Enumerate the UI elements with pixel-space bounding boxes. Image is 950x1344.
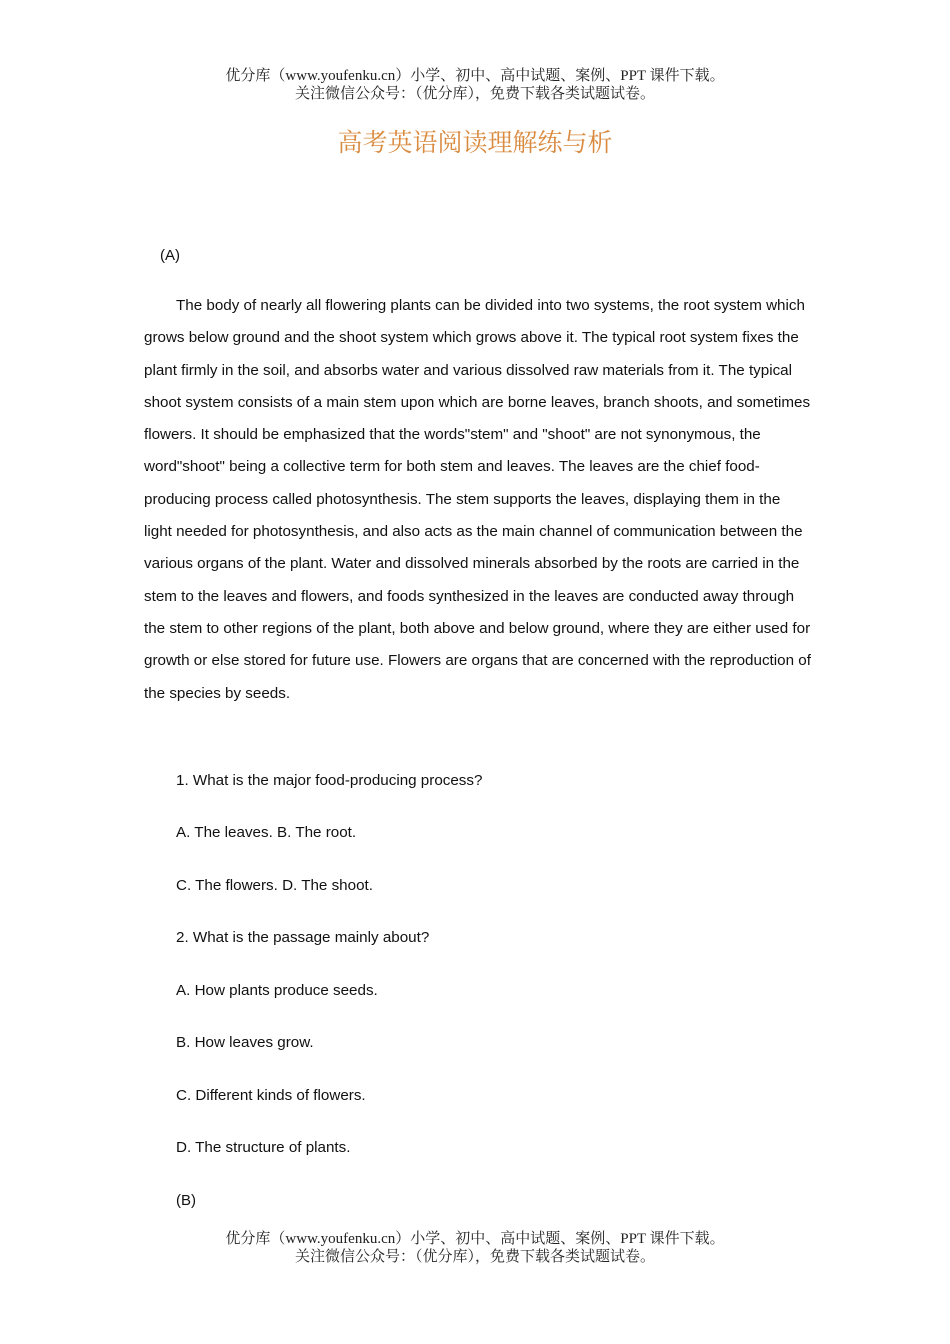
- footer-line-2: 关注微信公众号：（优分库），免费下载各类试题试卷。: [294, 1249, 655, 1265]
- document-title: 高考英语阅读理解练与析: [337, 130, 613, 157]
- passage-a-text: The body of nearly all flowering plants can be divided into two systems, the root system which grows below ground and the shoot system which grows above it. The typical root system fixes the plant firmly in the soil, and absorbs water and various dissolved raw materials from it. The typical shoot system consists of a main stem upon which are borne leaves, branch shoots, and sometimes flowers. It should be emphasized that the words"stem" and "shoot" are not synonymous, the word"shoot" being a collective term for both stem and leaves. The leaves are the chief food-producing process called photosynthesis. The stem supports the leaves, displaying them in the light needed for photosynthesis, and also acts as the main channel of communication between the various organs of the plant. Water and dissolved minerals absorbed by the roots are carried in the stem to the leaves and flowers, and foods synthesized in the leaves are conducted away through the stem to other regions of the plant, both above and below ground, where they are either used for growth or else stored for future use. Flowers are organs that are concerned with the reproduction of the species by seeds.: [144, 297, 811, 702]
- question-2-option-b: B. How leaves grow.: [176, 1034, 314, 1051]
- question-1-option-line-2: C. The flowers. D. The shoot.: [176, 877, 373, 894]
- question-2-option-c: C. Different kinds of flowers.: [176, 1087, 366, 1104]
- question-2-option-d: D. The structure of plants.: [176, 1139, 351, 1156]
- page-footer: [0, 1230, 950, 1266]
- footer-line-1: 优分库（www.youfenku.cn）小学、初中、高中试题、案例、PPT 课件下载。: [225, 1231, 725, 1247]
- question-1-option-line-1: A. The leaves. B. The root.: [176, 824, 357, 841]
- section-a-label: (A): [160, 247, 180, 264]
- question-1: 1. What is the major food-producing process?: [176, 772, 483, 789]
- question-2-option-a: A. How plants produce seeds.: [176, 982, 378, 999]
- question-2: 2. What is the passage mainly about?: [176, 929, 430, 946]
- header-line-2: 关注微信公众号：（优分库），免费下载各类试题试卷。: [294, 86, 655, 102]
- header-line-1: 优分库（www.youfenku.cn）小学、初中、高中试题、案例、PPT 课件下载。: [225, 68, 725, 84]
- section-b-label: (B): [176, 1192, 196, 1209]
- page-header: [0, 67, 950, 103]
